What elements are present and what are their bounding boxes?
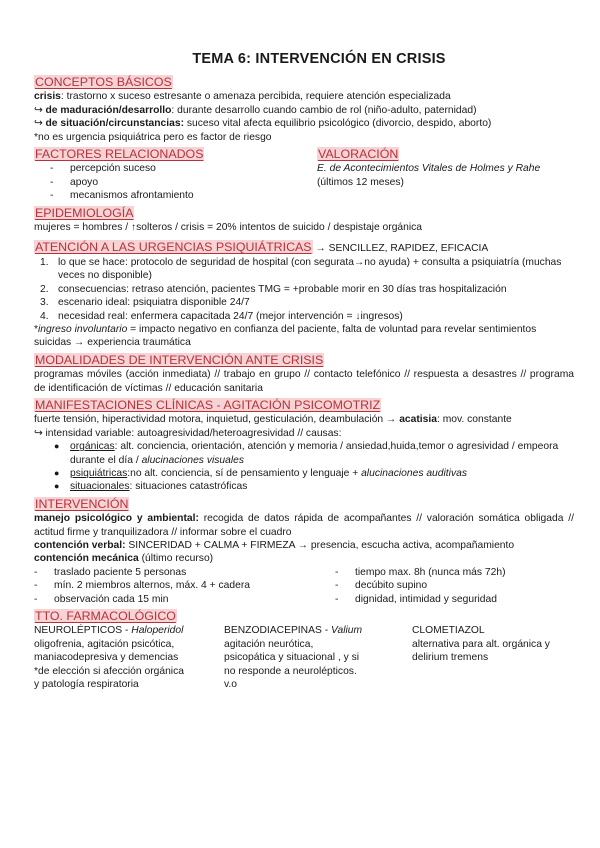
factores-valoracion-row bbox=[34, 144, 574, 203]
section-manifestaciones bbox=[34, 395, 574, 494]
heading-conceptos: CONCEPTOS BÁSICOS bbox=[35, 75, 172, 89]
valoracion-period: (últimos 12 meses) bbox=[317, 176, 404, 188]
heading-valoracion: VALORACIÓN bbox=[318, 147, 399, 162]
heading-factores: FACTORES RELACIONADOS bbox=[35, 147, 204, 162]
manejo-psicologico: manejo psicológico y ambiental: recogida de datos rápida de acompañantes // valoración somática obligada // actitud firme y tranquilizadora // informar sobre el cuadro bbox=[34, 513, 574, 538]
section-conceptos bbox=[34, 72, 574, 144]
heading-intervencion: INTERVENCIÓN bbox=[35, 496, 129, 511]
section-intervencion bbox=[34, 494, 574, 606]
list-item: - mecanismos afrontamiento bbox=[50, 189, 317, 202]
mecanica-list-right bbox=[317, 566, 506, 606]
list-item: 3. escenario ideal: psiquiatra disponible 24/7 bbox=[40, 297, 250, 309]
atencion-tagline: → SENCILLEZ, RAPIDEZ, EFICACIA bbox=[315, 243, 489, 255]
list-item: - observación cada 15 min bbox=[34, 593, 317, 606]
farmaco-benzodiacepinas: BENZODIACEPINAS - Valium agitación neurótica, psicopática y situacional , y si no responde a neurolépticos. v.o bbox=[224, 625, 363, 691]
list-item: - dignidad, intimidad y seguridad bbox=[335, 593, 506, 606]
atencion-list bbox=[34, 256, 574, 323]
list-item: ● situacionales: situaciones catastróficas bbox=[54, 480, 574, 493]
modalidades-text: programas móviles (acción inmediata) // trabajo en grupo // contacto telefónico // respuesta a desastres // programa de identificación de víctimas // educación sanitaria bbox=[34, 369, 574, 394]
page-title: TEMA 6: INTERVENCIÓN EN CRISIS bbox=[192, 51, 446, 67]
heading-modalidades: MODALIDADES DE INTERVENCIÓN ANTE CRISIS bbox=[35, 352, 324, 367]
manifestaciones-line2: ↪ intensidad variable: autoagresividad/heteroagresividad // causas: bbox=[34, 427, 342, 439]
farmaco-neurolepticos: NEUROLÉPTICOS - Haloperidol oligofrenia, agitación psicótica, maniacodepresiva y demencias *de elección si afección orgánica y patología respiratoria bbox=[34, 625, 184, 691]
farmaco-columns bbox=[34, 624, 574, 691]
hook-arrow-icon: ↪ bbox=[34, 118, 43, 130]
section-factores bbox=[34, 144, 317, 203]
epidemiologia-text: mujeres = hombres / ↑solteros / crisis = 20% intentos de suicido / despistaje orgánica bbox=[34, 222, 423, 234]
crisis-maduracion: ↪ de maduración/desarrollo: durante desarrollo cuando cambio de rol (niño-adulto, paternidad) bbox=[34, 104, 477, 116]
heading-atencion: ATENCIÓN A LAS URGENCIAS PSIQUIÁTRICAS bbox=[35, 240, 312, 255]
list-item: - mín. 2 miembros alternos, máx. 4 + cadera bbox=[34, 579, 317, 592]
contencion-verbal: contención verbal: SINCERIDAD + CALMA + FIRMEZA → presencia, escucha activa, acompañamiento bbox=[34, 540, 515, 551]
hook-arrow-icon: ↪ bbox=[34, 104, 43, 116]
section-farmaco bbox=[34, 606, 574, 691]
valoracion-scale: E. de Acontecimientos Vitales de Holmes y Rahe bbox=[317, 163, 541, 175]
list-item: - traslado paciente 5 personas bbox=[34, 566, 317, 579]
list-item: 4. necesidad real: enfermera capacitada 24/7 (mejor intervención = ↓ingresos) bbox=[40, 310, 403, 322]
list-item: 1. lo que se hace: protocolo de seguridad de hospital (con segurata→no ayuda) + consulta a psiquiatría (muchas veces no disponible) bbox=[40, 256, 562, 282]
contencion-mecanica: contención mecánica (último recurso) bbox=[34, 553, 214, 565]
causes-list bbox=[34, 440, 574, 494]
mecanica-list-left bbox=[34, 566, 317, 606]
conceptos-note: *no es urgencia psiquiátrica pero es factor de riesgo bbox=[34, 131, 272, 143]
section-modalidades bbox=[34, 350, 574, 395]
list-item: ● psiquiátricas:no alt. conciencia, sí de pensamiento y lenguaje + alucinaciones auditivas bbox=[54, 467, 574, 480]
section-atencion bbox=[34, 237, 574, 349]
heading-farmaco: TTO. FARMACOLÓGICO bbox=[35, 609, 176, 624]
list-item: - apoyo bbox=[50, 176, 317, 189]
crisis-definition: crisis: trastorno x suceso estresante o amenaza percibida, requiere atención especializada bbox=[34, 91, 451, 103]
list-item: - decúbito supino bbox=[335, 579, 506, 592]
list-item: ● orgánicas: alt. conciencia, orientación, atención y memoria / ansiedad,huida,temor o agresividad / empeora durante el día / alucinaciones visuales bbox=[54, 440, 574, 467]
factores-list bbox=[34, 162, 317, 202]
list-item: - tiempo max. 8h (nunca más 72h) bbox=[335, 566, 506, 579]
farmaco-clometiazol: CLOMETIAZOL alternativa para alt. orgánica y delirium tremens bbox=[412, 625, 550, 664]
section-valoracion bbox=[317, 144, 574, 203]
heading-epidemiologia: EPIDEMIOLOGÍA bbox=[35, 205, 134, 220]
section-epidemiologia bbox=[34, 203, 574, 235]
list-item: 2. consecuencias: retraso atención, pacientes TMG = +probable morir en 30 días tras hospitalización bbox=[40, 283, 507, 295]
document-page bbox=[34, 50, 574, 691]
heading-manifestaciones: MANIFESTACIONES CLÍNICAS - AGITACIÓN PSICOMOTRIZ bbox=[35, 397, 381, 412]
ingreso-involuntario-note: *ingreso involuntario = impacto negativo en confianza del paciente, falta de voluntad para revelar sentimientos suicidas → experiencia traumática bbox=[34, 323, 537, 349]
mecanica-details bbox=[34, 566, 574, 606]
manifestaciones-line1: fuerte tensión, hiperactividad motora, inquietud, gesticulación, deambulación → acatisia: mov. constante bbox=[34, 414, 512, 426]
crisis-situacion: ↪ de situación/circunstancias: suceso vital afecta equilibrio psicológico (divorcio, despido, aborto) bbox=[34, 118, 492, 130]
list-item: - percepción suceso bbox=[50, 162, 317, 175]
